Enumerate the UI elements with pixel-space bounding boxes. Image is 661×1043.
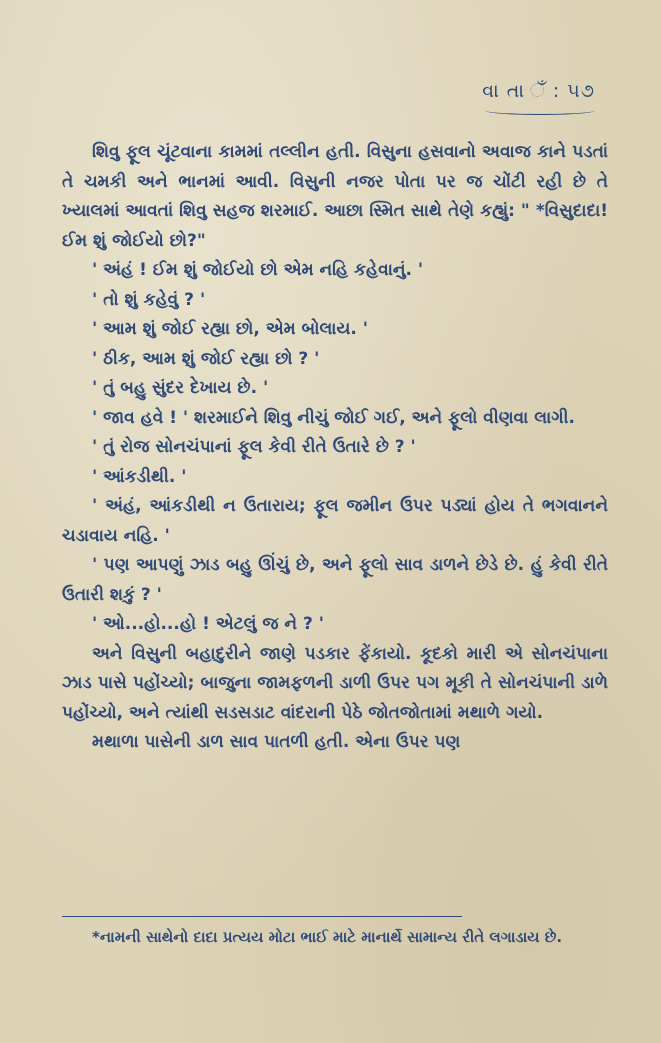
footnote — [62, 924, 608, 950]
header-underline — [485, 106, 595, 115]
paragraph: અને વિસુની બહાદુરીને જાણે પડકાર ફેંકાયો. કૂદકો મારી એ સોનચંપાના ઝાડ પાસે પહોંચ્યો; બાજુના જામફળની ડાળી ઉપર પગ મૂકી તે સોનચંપાની ડાળે પહોંચ્યો, અને ત્યાંથી સડસડાટ વાંદરાની પેઠે જોતજોતામાં મથાળે ગયો. — [62, 643, 608, 723]
running-header — [482, 80, 595, 115]
footnote-text: *નામની સાથેનો દાદા પ્રત્યય મોટા ભાઈ માટે માનાર્થે સામાન્ય રીતે લગાડાય છે. — [92, 928, 563, 946]
paragraph: ' આંકડીથી. ' — [92, 466, 187, 487]
paragraph: શિવુ ફૂલ ચૂંટવાના કામમાં તલ્લીન હતી. વિસુના હસવાનો અવાજ કાને પડતાં તે ચમકી અને ભાનમાં આવી. વિસુની નજર પોતા પર જ ચોંટી રહી છે તે ખ્યાલમાં આવતાં શિવુ સહજ શરમાઈ. આછા સ્મિત સાથે તેણે કહ્યું: " *વિસુદાદા! ઈમ શું જોઈયો છો?" — [62, 142, 608, 251]
paragraph: ' તો શું કહેવું ? ' — [92, 289, 206, 310]
paragraph: ' ઓ...હો...હો ! એટલું જ ને ? ' — [92, 614, 324, 634]
running-title: વા તા ઁ : ૫૭ — [482, 80, 595, 102]
body-text — [62, 138, 608, 758]
paragraph: ' તું રોજ સોનચંપાનાં ફૂલ કેવી રીતે ઉતારે છે ? ' — [92, 437, 416, 457]
paragraph: મથાળા પાસેની ડાળ સાવ પાતળી હતી. એના ઉપર પણ — [92, 732, 461, 752]
paragraph: ' અંહં ! ઈમ શું જોઈયો છો એમ નહિ કહેવાનું. ' — [92, 260, 424, 280]
paragraph: ' પણ આપણું ઝાડ બહુ ઊંચું છે, અને ફૂલો સાવ ડાળને છેડે છે. હું કેવી રીતે ઉતારી શકું ? ' — [62, 555, 608, 605]
footnote-divider — [62, 916, 462, 917]
paragraph: ' આમ શું જોઈ રહ્યા છો, એમ બોલાય. ' — [92, 319, 368, 339]
paragraph: ' તું બહુ સુંદર દેખાય છે. ' — [92, 378, 269, 398]
paragraph: ' ઠીક, આમ શું જોઈ રહ્યા છો ? ' — [92, 348, 320, 369]
paragraph: ' જાવ હવે ! ' શરમાઈને શિવુ નીચું જોઈ ગઈ, અને ફૂલો વીણવા લાગી. — [92, 407, 575, 428]
paragraph: ' અંહં, આંકડીથી ન ઉતારાય; ફૂલ જમીન ઉપર પડ્યાં હોય તે ભગવાનને ચડાવાય નહિ. ' — [62, 496, 608, 546]
